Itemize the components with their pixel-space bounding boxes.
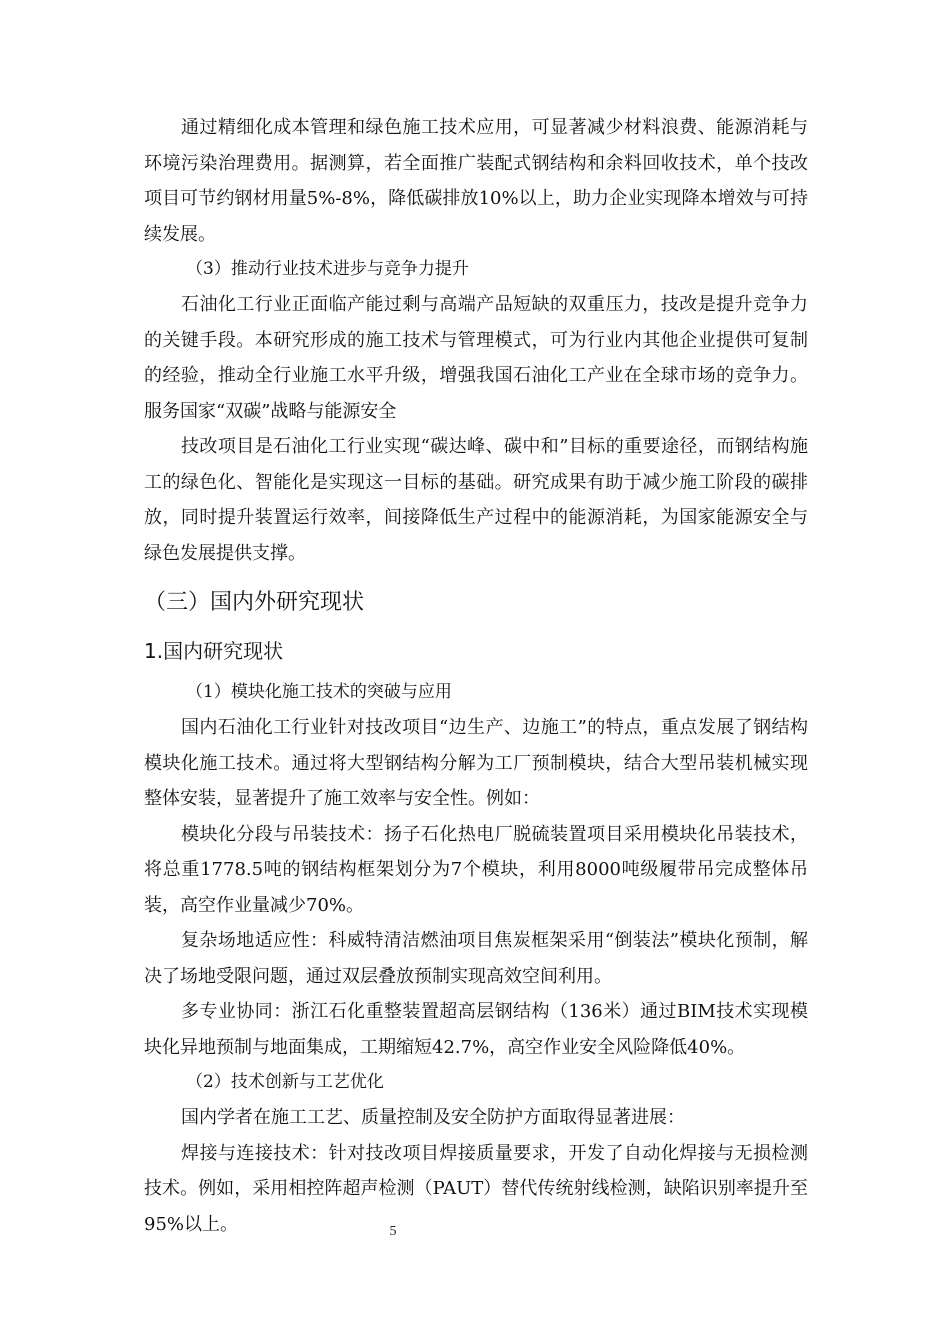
subheading-industry-progress: （3）推动行业技术进步与竞争力提升 [186, 259, 469, 279]
section-heading-research-status: （三）国内外研究现状 [144, 590, 365, 615]
paragraph-multi-discipline: 多专业协同：浙江石化重整装置超高层钢结构（136米）通过BIM技术实现模块化异地预制与地面集成，工期缩短42.7%，高空作业安全风险降低40%。 [144, 1001, 808, 1058]
paragraph-cost-savings: 通过精细化成本管理和绿色施工技术应用，可显著减少材料浪费、能源消耗与环境污染治理费用。据测算，若全面推广装配式钢结构和余料回收技术，单个技改项目可节约钢材用量5%-8%，降低碳排放10%以上，助力企业实现降本增效与可持续发展。 [144, 117, 808, 245]
paragraph-carbon-goals: 技改项目是石油化工行业实现“碳达峰、碳中和”目标的重要途径，而钢结构施工的绿色化、智能化是实现这一目标的基础。研究成果有助于减少施工阶段的碳排放，同时提升装置运行效率，间接降低生产过程中的能源消耗，为国家能源安全与绿色发展提供支撑。 [144, 436, 808, 564]
paragraph-domestic-progress: 国内学者在施工工艺、质量控制及安全防护方面取得显著进展： [181, 1107, 685, 1128]
paragraph-welding-technology: 焊接与连接技术：针对技改项目焊接质量要求，开发了自动化焊接与无损检测技术。例如，采用相控阵超声检测（PAUT）替代传统射线检测，缺陷识别率提升至95%以上。 [144, 1142, 808, 1235]
subsection-heading-domestic-research: 1.国内研究现状 [144, 639, 284, 663]
paragraph-industry-competitiveness: 石油化工行业正面临产能过剩与高端产品短缺的双重压力，技改是提升竞争力的关键手段。本研究形成的施工技术与管理模式，可为行业内其他企业提供可复制的经验，推动全行业施工水平升级，增强我国石油化工产业在全球市场的竞争力。服务国家“双碳”战略与能源安全 [144, 294, 808, 422]
paragraph-modular-lifting: 模块化分段与吊装技术：扬子石化热电厂脱硫装置项目采用模块化吊装技术，将总重1778.5吨的钢结构框架划分为7个模块，利用8000吨级履带吊完成整体吊装，高空作业量减少70%。 [144, 823, 808, 916]
page-body [144, 110, 808, 1242]
subheading-modular-construction: （1）模块化施工技术的突破与应用 [186, 682, 452, 702]
paragraph-complex-site: 复杂场地适应性：科威特清洁燃油项目焦炭框架采用“倒装法”模块化预制，解决了场地受限问题，通过双层叠放预制实现高效空间利用。 [144, 930, 808, 987]
page-number: 5 [389, 1224, 397, 1239]
paragraph-modular-overview: 国内石油化工行业针对技改项目“边生产、边施工”的特点，重点发展了钢结构模块化施工技术。通过将大型钢结构分解为工厂预制模块，结合大型吊装机械实现整体安装，显著提升了施工效率与安全性。例如： [144, 717, 808, 809]
subheading-technical-innovation: （2）技术创新与工艺优化 [186, 1072, 384, 1092]
